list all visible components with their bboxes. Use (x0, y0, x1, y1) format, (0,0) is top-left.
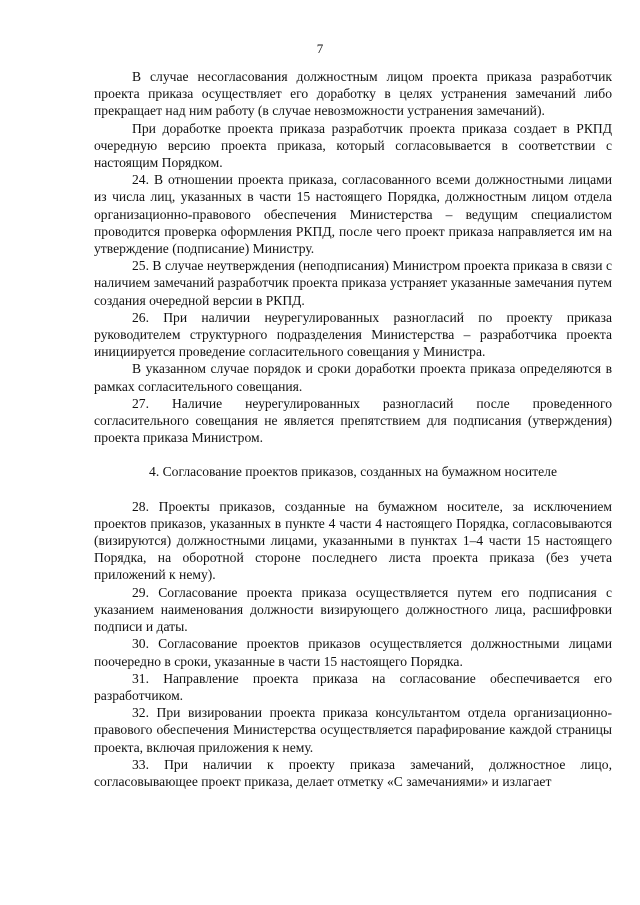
paragraph: 27. Наличие неурегулированных разногласий после проведенного согласительного совещания не является препятствием для подписания (утверждения) проекта приказа Министром. (94, 395, 612, 446)
paragraph: 30. Согласование проектов приказов осуществляется должностными лицами поочередно в сроки, указанные в части 15 настоящего Порядка. (94, 636, 612, 669)
paragraph: В указанном случае порядок и сроки доработки проекта приказа определяются в рамках согласительного совещания. (94, 361, 612, 394)
paragraph: В случае несогласования должностным лицом проекта приказа разработчик проекта приказа осуществляет его доработку в целях устранения замечаний либо прекращает над ним работу (в случае невозможности устранения замечаний). (94, 69, 612, 119)
paragraph: 29. Согласование проекта приказа осуществляется путем его подписания с указанием наименования должности визирующего должностного лица, расшифровки подписи и даты. (94, 584, 612, 635)
paragraph: 24. В отношении проекта приказа, согласованного всеми должностными лицами из числа лиц, указанных в части 15 настоящего Порядка, должностным лицом отдела организационно-правового обеспечения Министерства – ведущим специалистом проводится проверка оформления РКПД, после чего проект приказа направляется им на утверждение (подписание) Министру. (94, 172, 612, 257)
paragraph: 33. При наличии к проекту приказа замечаний, должностное лицо, согласовывающее проект приказа, делает отметку «С замечаниями» и излагает (94, 756, 612, 789)
section-heading: 4. Согласование проектов приказов, созданных на бумажном носителе (149, 464, 557, 480)
paragraph: 32. При визировании проекта приказа консультантом отдела организационно-правового обеспечения Министерства осуществляется парафирование каждой страницы проекта, включая приложения к нему. (94, 705, 612, 755)
paragraph: 31. Направление проекта приказа на согласование обеспечивается его разработчиком. (94, 670, 612, 703)
paragraph: 26. При наличии неурегулированных разногласий по проекту приказа руководителем структурного подразделения Министерства – разработчика проекта инициируется проведение согласительного совещания у Министра. (94, 309, 612, 360)
paragraph: При доработке проекта приказа разработчик проекта приказа создает в РКПД очередную версию проекта приказа, который согласовывается в соответствии с настоящим Порядком. (94, 120, 612, 171)
document-body (94, 68, 612, 790)
paragraph: 25. В случае неутверждения (неподписания) Министром проекта приказа в связи с наличием замечаний разработчик проекта приказа устраняет указанные замечания путем создания очередной версии в РКПД. (94, 258, 612, 308)
page-number: 7 (316, 41, 324, 56)
paragraph: 28. Проекты приказов, созданные на бумажном носителе, за исключением проектов приказов, указанных в пункте 4 части 4 настоящего Порядка, согласовываются (визируются) должностными лицами, указанными в пунктах 1–4 части 15 настоящего Порядка, на оборотной стороне последнего листа проекта приказа (без учета приложений к нему). (94, 498, 612, 583)
